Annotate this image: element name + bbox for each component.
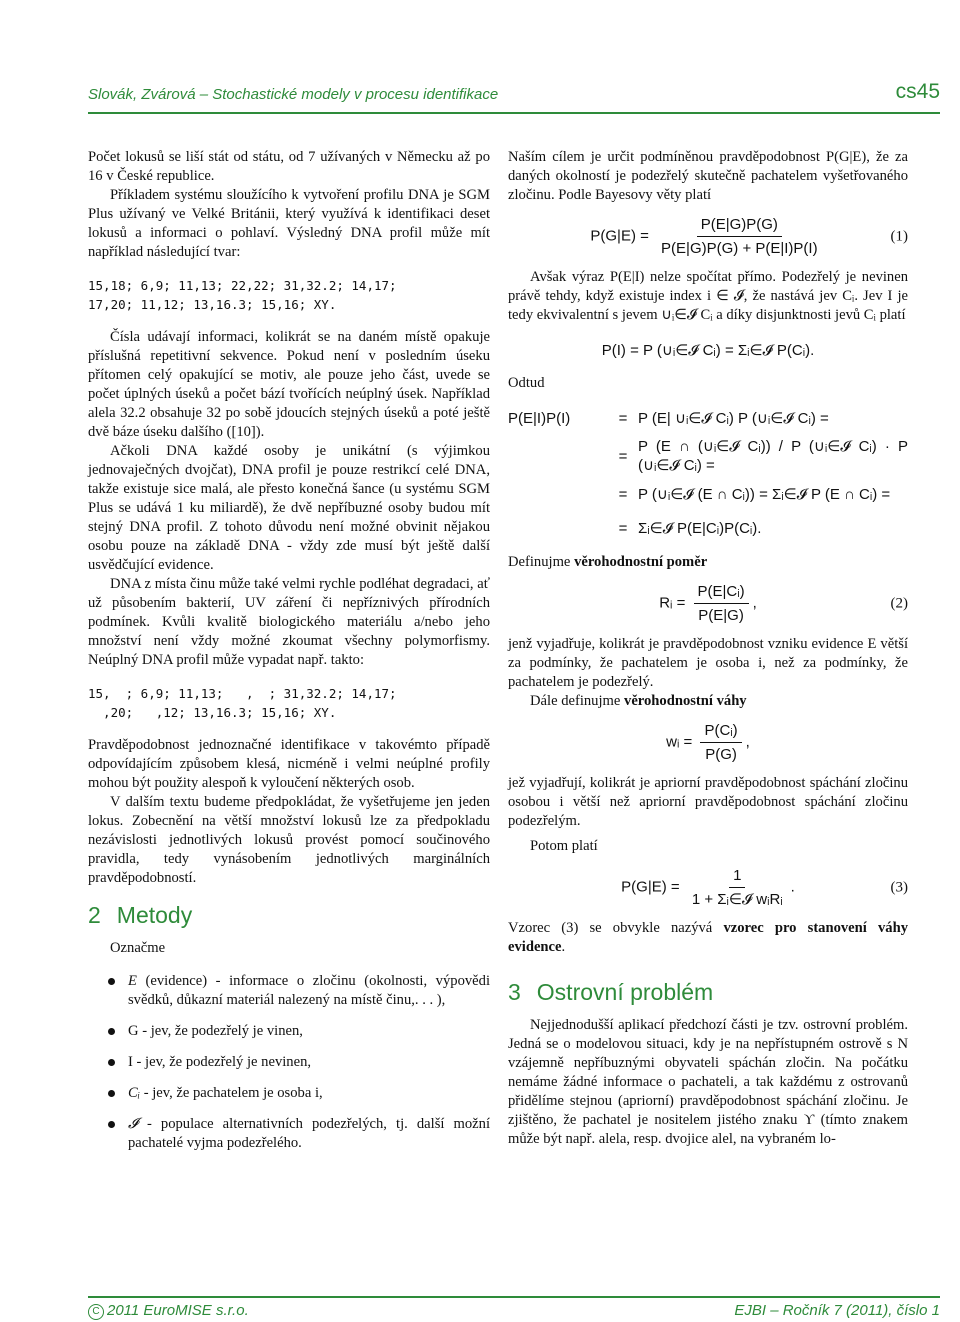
derivation-op: =: [618, 485, 628, 503]
right-column: [508, 148, 908, 1149]
derivation-op: =: [618, 409, 628, 427]
eq2-fraction: [694, 582, 749, 625]
symbol: E: [128, 973, 137, 989]
list-item: [88, 972, 490, 1010]
equation-number: (2): [890, 595, 908, 611]
bullet-icon: [108, 978, 115, 985]
paragraph: jež vyjadřují, kolikrát je apriorní pravděpodobnost spáchání zločinu osobou i větší než apriorní pravděpodobnost spáchání zločinu podezřelým.: [508, 775, 908, 829]
paragraph: Počet lokusů se liší stát od státu, od 7 užívaných v Německu až po 16 v České republice.: [88, 149, 490, 184]
item-text: - jev, že pachatelem je osoba i,: [140, 1085, 323, 1101]
page-header: [88, 80, 940, 120]
derivation-rhs: Σᵢ∈𝓘 P(E|Cᵢ)P(Cᵢ).: [638, 519, 762, 537]
list-item: [88, 1022, 490, 1041]
symbol: 𝓘: [128, 1116, 138, 1132]
section-heading: [88, 902, 490, 928]
eq1-fraction: [657, 215, 822, 258]
eqw-lhs: wᵢ =: [666, 733, 693, 751]
derivation-op: =: [618, 519, 628, 537]
page-number: cs45: [895, 80, 940, 103]
eq3-fraction: [688, 866, 787, 909]
section-title: Metody: [116, 902, 193, 928]
derivation-op: =: [618, 447, 628, 465]
eqw-fraction: [700, 721, 741, 764]
item-text: - populace alternativních podezřelých, tj. další možní pachatelé vyjma podezřelého.: [128, 1116, 490, 1151]
copyright-text: 2011 EuroMISE s.r.o.: [107, 1302, 249, 1319]
paragraph: DNA z místa činu může také velmi rychle podléhat degradaci, ať už působením bakterií, UV záření či nepříznivých přírodních podmínek. Kvůli kvalitě biologického materiálu a/nebo jeho množství není vždy možné zkoumat všechny polymorfismy. Neúplný DNA profil může vypadat např. takto:: [88, 576, 490, 668]
footer-rule: [88, 1296, 940, 1298]
equation-number: (3): [890, 879, 908, 895]
eq2-numerator: P(E|Cᵢ): [694, 582, 749, 604]
equation-1: [508, 215, 908, 258]
paragraph: Pravděpodobnost jednoznačné identifikace v takovémto případě odpovídajícím způsobem klesá, nicméně i velmi neúplné profily mohou být použity alespoň k vyloučení některých osob.: [88, 737, 490, 791]
definition-intro: Dále definujme: [530, 693, 625, 709]
defined-term: věrohodnostní váhy: [624, 693, 747, 709]
definition-intro: Definujme: [508, 554, 575, 570]
paragraph: Označme: [110, 940, 166, 956]
derivation-row: [508, 437, 908, 475]
eqw-tail: ,: [745, 733, 750, 751]
paragraph: Příkladem systému sloužícího k vytvoření profilu DNA je SGM Plus užívaný ve Velké Británii, který využívá k identifikaci deset lokusů a informaci o pohlaví. Výsledný DNA profil může mít například následující tvar:: [88, 187, 490, 260]
paragraph: Avšak výraz P(E|I) nelze spočítat přímo. Podezřelý je nevinen právě tehdy, když existuje index i ∈ 𝓘, že nastává jev Cᵢ. Jev I je tedy ekvivalentní s jevem ∪ᵢ∈𝓘 Cᵢ a díky disjunktnosti jevů Cᵢ platí: [508, 269, 908, 323]
incomplete-dna-profile-example: 15, ; 6,9; 11,13; , ; 31,32.2; 14,17; ,20; ,12; 13,16.3; 15,16; XY.: [88, 686, 397, 720]
list-item: [88, 1115, 490, 1153]
section-number: 3: [508, 979, 521, 1005]
eq2-lhs: Rᵢ =: [659, 594, 686, 612]
eq3-denominator: 1 + Σᵢ∈𝓘 wᵢRᵢ: [691, 891, 783, 908]
defined-term: věrohodnostní poměr: [574, 554, 708, 570]
section-number: 2: [88, 902, 101, 928]
eq3-numerator: 1: [729, 866, 745, 888]
paragraph: jenž vyjadřuje, kolikrát je pravděpodobnost vzniku evidence E větší za podmínky, že pachatelem je osoba i, než za podmínky, že pachatelem je podezřelý.: [508, 636, 908, 690]
eq3-lhs: P(G|E) =: [621, 878, 680, 896]
eqw-numerator: P(Cᵢ): [700, 721, 741, 743]
equation-w: [508, 721, 908, 764]
paragraph: Ačkoli DNA každé osoby je unikátní (s výjimkou jednovaječných dvojčat), DNA profil je pouze restrikcí celé DNA, takže existuje sice malá, ale přesto konečná šance (u systému SGM Plus se udává 1 ku miliardě), že dvě nepříbuzné osoby budou mít stejný DNA profil. Z tohoto důvodu není možné obvinit nějakou osobu pouze na základě DNA - vždy zde musí být ještě další usvědčující evidence.: [88, 443, 490, 573]
paragraph: Odtud: [508, 375, 545, 391]
header-rule: [88, 112, 940, 114]
copyright: [88, 1302, 249, 1320]
left-column: [88, 148, 490, 1165]
eq1-lhs: P(G|E) =: [590, 227, 649, 245]
symbol: G: [128, 1023, 139, 1039]
derivation-row: [508, 479, 908, 509]
bullet-icon: [108, 1028, 115, 1035]
eq3-tail: .: [790, 878, 795, 896]
definition-list: [88, 972, 490, 1153]
equation-3: [508, 866, 908, 909]
derivation-row: [508, 403, 908, 433]
derivation-lhs: P(E|I)P(I): [508, 409, 571, 427]
section-title: Ostrovní problém: [536, 979, 714, 1005]
paragraph: [508, 553, 908, 572]
derivation: [508, 403, 908, 543]
bullet-icon: [108, 1121, 115, 1128]
paragraph: Potom platí: [530, 838, 598, 854]
dna-profile-example: 15,18; 6,9; 11,13; 22,22; 31,32.2; 14,17; 17,20; 11,12; 13,16.3; 15,16; XY.: [88, 278, 397, 312]
eq2-denominator: P(E|G): [698, 607, 744, 624]
symbol: Cᵢ: [128, 1085, 141, 1101]
derivation-row: [508, 513, 908, 543]
running-title: Slovák, Zvárová – Stochastické modely v procesu identifikace: [88, 86, 499, 103]
copyright-icon: C: [88, 1304, 104, 1320]
item-text: - jev, že podezřelý je nevinen,: [132, 1054, 312, 1070]
paragraph: Nejjednodušší aplikací předchozí části je tzv. ostrovní problém. Jedná se o modelovou situaci, kdy je na nepřístupném ostrově s N vzájemně nepříbuznými obyvateli spáchán zločin. Na počátku nemáme žádné informace o pachateli, a tak každému z ostrovanů přidělíme stejnou (apriorní) pravděpodobnost spáchání zločinu. Je zjištěno, že pachatel je nositelem jistého znaku ϒ (tímto znakem může být např. alela, resp. dvojice alel, na vybraném lo-: [508, 1017, 908, 1147]
derivation-rhs: P (E| ∪ᵢ∈𝓘 Cᵢ) P (∪ᵢ∈𝓘 Cᵢ) =: [638, 409, 829, 427]
paragraph: Čísla udávají informaci, kolikrát se na daném místě opakuje příslušná repetitivní sekvence. Pokud není v posledním úseku přítomen celý opakující se motiv, ale pouze jeho část, uvede se počet úplných úseků a počet bází tvořících neúplný úsek. Například alela 32.2 obsahuje 32 po sobě jdoucích stejných úseků a poté ještě dvě báze úseku dalšího ([10]).: [88, 329, 490, 440]
eqw-denominator: P(G): [705, 746, 737, 763]
eq2-tail: ,: [752, 594, 757, 612]
eq1-numerator: P(E|G)P(G): [697, 215, 782, 237]
list-item: [88, 1053, 490, 1072]
derivation-rhs: P (∪ᵢ∈𝓘 (E ∩ Cᵢ)) = Σᵢ∈𝓘 P (E ∩ Cᵢ) =: [638, 485, 891, 503]
paragraph: Naším cílem je určit podmíněnou pravděpodobnost P(G|E), že za daných okolností je podezřelý skutečně pachatelem vyšetřovaného zločinu. Podle Bayesovy věty platí: [508, 149, 908, 203]
paragraph: [508, 919, 908, 957]
text-run: .: [561, 939, 566, 955]
list-item: [88, 1084, 490, 1103]
section-heading: [508, 979, 908, 1005]
text-run: Vzorec (3) se obvykle nazývá: [508, 920, 724, 936]
defined-term: vzorec pro stanovení váhy evidence: [508, 920, 909, 955]
paragraph: V dalším textu budeme předpokládat, že vyšetřujeme jen jeden lokus. Zobecnění na větší množství lokusů lze za předpokladu nezávislosti jednotlivých lokusů provést pomocí součinového pravidla, tedy vynásobením jednotlivých marginálních pravděpodobností.: [88, 794, 490, 886]
equation-2: [508, 582, 908, 625]
journal-info: EJBI – Ročník 7 (2011), číslo 1: [734, 1302, 940, 1319]
derivation-rhs: P (E ∩ (∪ᵢ∈𝓘 Cᵢ)) / P (∪ᵢ∈𝓘 Cᵢ) · P (∪ᵢ∈𝓘 Cᵢ) =: [638, 438, 908, 474]
item-text: (evidence) - informace o zločinu (okolnosti, výpovědi svědků, důkazní materiál nalezený na místě činu,. . . ),: [128, 973, 490, 1008]
equation-number: (1): [890, 228, 908, 244]
item-text: - jev, že podezřelý je vinen,: [138, 1023, 303, 1039]
paragraph: [508, 692, 908, 711]
bullet-icon: [108, 1059, 115, 1066]
eq1-denominator: P(E|G)P(G) + P(E|I)P(I): [661, 240, 818, 257]
bullet-icon: [108, 1090, 115, 1097]
equation-pi: P(I) = P (∪ᵢ∈𝓘 Cᵢ) = Σᵢ∈𝓘 P(Cᵢ).: [601, 342, 815, 359]
page-footer: [88, 1296, 940, 1320]
symbol: I: [128, 1054, 133, 1070]
